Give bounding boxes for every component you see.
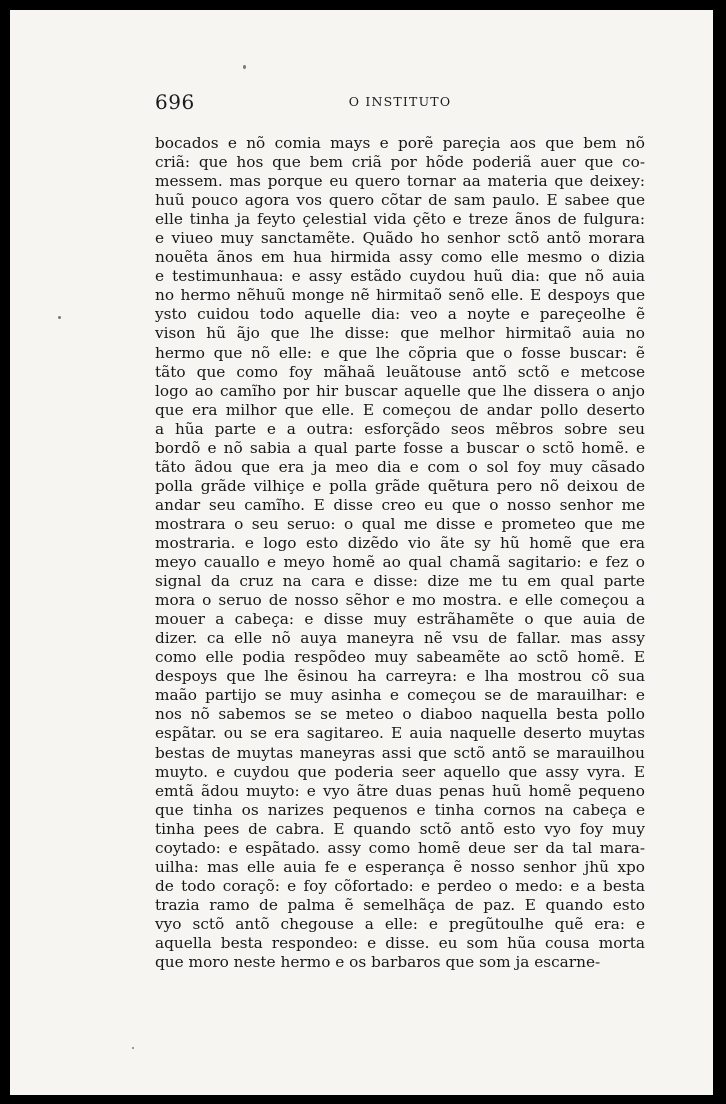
text-line: aquella besta respondeo: e disse. eu som hũa cousa morta [155,933,645,952]
text-line: emtã ãdou muyto: e vyo ãtre duas penas huũ homẽ pequeno [155,781,645,800]
text-line: tãto que como foy mãhaã leuãtouse antõ sctõ e metcose [155,362,645,381]
text-line: andar seu camĩho. E disse creo eu que o nosso senhor me [155,495,645,514]
text-line: espãtar. ou se era sagitareo. E auia naquelle deserto muytas [155,724,645,743]
text-line: mostrara o seu seruo: o qual me disse e prometeo que me [155,514,645,533]
text-line: uilha: mas elle auia fe e esperança ẽ nosso senhor jhũ xpo [155,857,645,876]
paper-speck [58,316,61,319]
paper-speck [243,65,246,69]
text-line: messem. mas porque eu quero tornar aa materia que deixey: [155,172,645,191]
text-line: logo ao camĩho por hir buscar aquelle que lhe dissera o anjo [155,381,645,400]
paper-speck [132,1047,134,1049]
page-number: 696 [155,90,195,114]
text-line: mora o seruo de nosso sẽhor e mo mostra. e elle começou a [155,591,645,610]
text-line: meyo cauallo e meyo homẽ ao qual chamã sagitario: e fez o [155,553,645,572]
text-line: signal da cruz na cara e disse: dize me tu em qual parte [155,572,645,591]
book-page [10,10,713,1095]
text-line: vyo sctõ antõ chegouse a elle: e pregũtoulhe quẽ era: e [155,914,645,933]
body-text [155,134,645,972]
text-line: polla grãde vilhiçe e polla grãde quẽtura pero nõ deixou de [155,476,645,495]
text-line: vison hũ ãjo que lhe disse: que melhor hirmitaõ auia no [155,324,645,343]
text-line: como elle podia respõdeo muy sabeamẽte ao sctõ homẽ. E [155,648,645,667]
text-line: mostraria. e logo esto dizẽdo vio ãte sy hũ homẽ que era [155,533,645,552]
text-line: hermo que nõ elle: e que lhe cõpria que o fosse buscar: ẽ [155,343,645,362]
text-line: que era milhor que elle. E começou de andar pollo deserto [155,400,645,419]
text-line: muyto. e cuydou que poderia seer aquello que assy vyra. E [155,762,645,781]
text-line: de todo coraçõ: e foy cõfortado: e perdeo o medo: e a besta [155,876,645,895]
text-line: trazia ramo de palma ẽ semelhãça de paz. E quando esto [155,895,645,914]
text-line: tãto ãdou que era ja meo dia e com o sol foy muy cãsado [155,457,645,476]
text-line: tinha pees de cabra. E quando sctõ antõ esto vyo foy muy [155,819,645,838]
text-line: nouẽta ãnos em hua hirmida assy como elle mesmo o dizia [155,248,645,267]
text-line: e viueo muy sanctamẽte. Quãdo ho senhor sctõ antõ morara [155,229,645,248]
text-line: coytado: e espãtado. assy como homẽ deue ser da tal mara- [155,838,645,857]
text-line: bestas de muytas maneyras assi que sctõ antõ se marauilhou [155,743,645,762]
text-line: ysto cuidou todo aquelle dia: veo a noyte e pareçeolhe ẽ [155,305,645,324]
text-line: mouer a cabeça: e disse muy estrãhamẽte o que auia de [155,610,645,629]
text-line: bocados e nõ comia mays e porẽ pareçia aos que bem nõ [155,134,645,152]
text-line: criã: que hos que bem criã por hõde poderiã auer que co- [155,153,645,172]
text-line: bordõ e nõ sabia a qual parte fosse a buscar o sctõ homẽ. e [155,438,645,457]
text-line: no hermo nẽhuũ monge nẽ hirmitaõ senõ elle. E despoys que [155,286,645,305]
text-line: despoys que lhe ẽsinou ha carreyra: e lha mostrou cõ sua [155,667,645,686]
text-line: dizer. ca elle nõ auya maneyra nẽ vsu de fallar. mas assy [155,629,645,648]
text-line: a hũa parte e a outra: esforçãdo seos mẽbros sobre seu [155,419,645,438]
text-line: e testimunhaua: e assy estãdo cuydou huũ dia: que nõ auia [155,267,645,286]
page-header [155,90,645,130]
text-line: elle tinha ja feyto çelestial vida çẽto e treze ãnos de fulgura: [155,210,645,229]
running-head: O INSTITUTO [348,94,452,109]
text-line: que tinha os narizes pequenos e tinha cornos na cabeça e [155,800,645,819]
text-line: nos nõ sabemos se se meteo o diaboo naquella besta pollo [155,705,645,724]
text-line: huũ pouco agora vos quero cõtar de sam paulo. E sabee que [155,191,645,210]
text-line: que moro neste hermo e os barbaros que som ja escarne- [155,953,601,972]
text-line: maão partijo se muy asinha e começou se de marauilhar: e [155,686,645,705]
